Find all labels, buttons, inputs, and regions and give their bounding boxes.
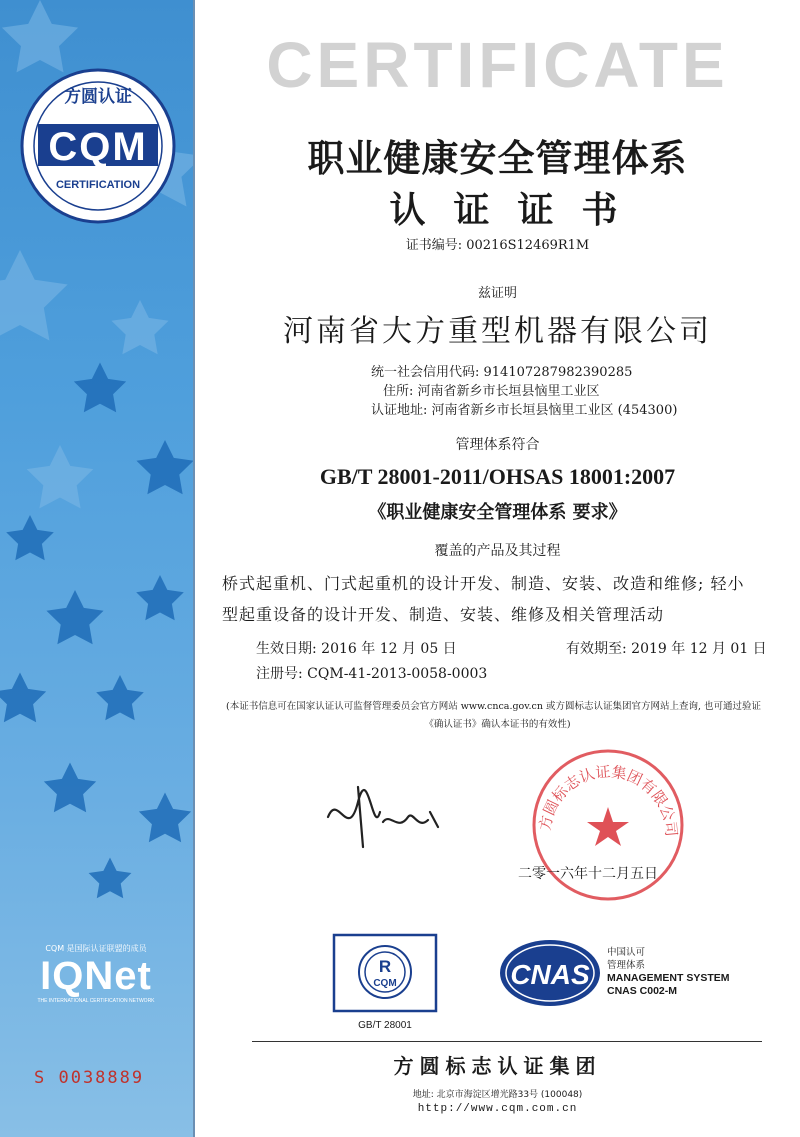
cnas-logo (498, 938, 603, 1012)
iqnet-logo (22, 943, 170, 1004)
footer-address: 地址: 北京市海淀区增光路33号 (100048) (412, 1090, 583, 1100)
iqnet-caption: CQM 是国际认证联盟的成员 (45, 944, 147, 953)
cqm-logo-bottom-text: CERTIFICATION (55, 179, 141, 191)
iqnet-tagline: THE INTERNATIONAL CERTIFICATION NETWORK (37, 998, 155, 1004)
cnas-line-2: 管理体系 (607, 960, 646, 971)
iqnet-name: IQNet (40, 954, 152, 998)
cnas-line-3: MANAGEMENT SYSTEM (607, 972, 730, 984)
registration-number: 注册号: CQM-41-2013-0058-0003 (256, 666, 488, 682)
certified-address: 认证地址: 河南省新乡市长垣县恼里工业区 (454300) (371, 403, 678, 418)
certificate-title: 职业健康安全管理体系 (307, 137, 688, 180)
credit-code: 统一社会信用代码: 914107287982390285 (371, 365, 633, 380)
company-name: 河南省大方重型机器有限公司 (283, 314, 712, 349)
footer-organization: 方圆标志认证集团 (393, 1054, 602, 1078)
signature (318, 782, 448, 856)
watermark-title: CERTIFICATE (266, 29, 729, 101)
standard-code: GB/T 28001-2011/OHSAS 18001:2007 (319, 464, 676, 489)
footer-url: http://www.cqm.com.cn (417, 1103, 578, 1115)
expiry-date: 有效期至: 2019 年 12 月 01 日 (566, 641, 767, 657)
rc-mark-text: CQM (373, 978, 397, 989)
effective-date: 生效日期: 2016 年 12 月 05 日 (256, 641, 457, 657)
scope-heading: 覆盖的产品及其过程 (434, 543, 561, 559)
rc-mark-letter: R (378, 957, 392, 976)
issue-date: 二零一六年十二月五日 (518, 866, 658, 882)
scope-line-1: 桥式起重机、门式起重机的设计开发、制造、安装、改造和维修; 轻小 (222, 574, 745, 593)
cnas-text (607, 946, 730, 998)
certificate-subtitle: 认证证书 (389, 190, 646, 231)
cnas-line-4: CNAS C002-M (607, 985, 678, 997)
cqm-logo-top-text: 方圆认证 (64, 87, 132, 107)
serial-number: S 0038889 (34, 1068, 145, 1088)
seal-text: 方圆标志认证集团有限公司 (535, 762, 681, 838)
conformance-label: 管理体系符合 (455, 437, 540, 453)
standard-name: 《职业健康安全管理体系 要求》 (368, 502, 627, 523)
hereby-certify: 兹证明 (477, 286, 517, 301)
footer-rule (252, 1041, 762, 1042)
cnas-logo-text: CNAS (510, 959, 590, 990)
verification-note-1: (本证书信息可在国家认证认可监督管理委员会官方网站 www.cnca.gov.cn 或方圆标志认证集团官方网站上查询, 也可通过验证 (226, 701, 762, 712)
rc-mark-caption: GB/T 28001 (358, 1020, 412, 1031)
scope-line-2: 型起重设备的设计开发、制造、安装、维修及相关管理活动 (222, 605, 665, 624)
cnas-line-1: 中国认可 (607, 947, 646, 958)
company-seal (528, 745, 688, 909)
verification-note-2: 《确认证书》确认本证书的有效性) (424, 719, 571, 730)
registered-address: 住所: 河南省新乡市长垣县恼里工业区 (383, 384, 600, 399)
cqm-logo-letters: CQM (48, 125, 148, 169)
certificate-number: 证书编号: 00216S12469R1M (405, 238, 590, 253)
cqm-logo (18, 66, 178, 230)
rc-mark (330, 932, 450, 1031)
